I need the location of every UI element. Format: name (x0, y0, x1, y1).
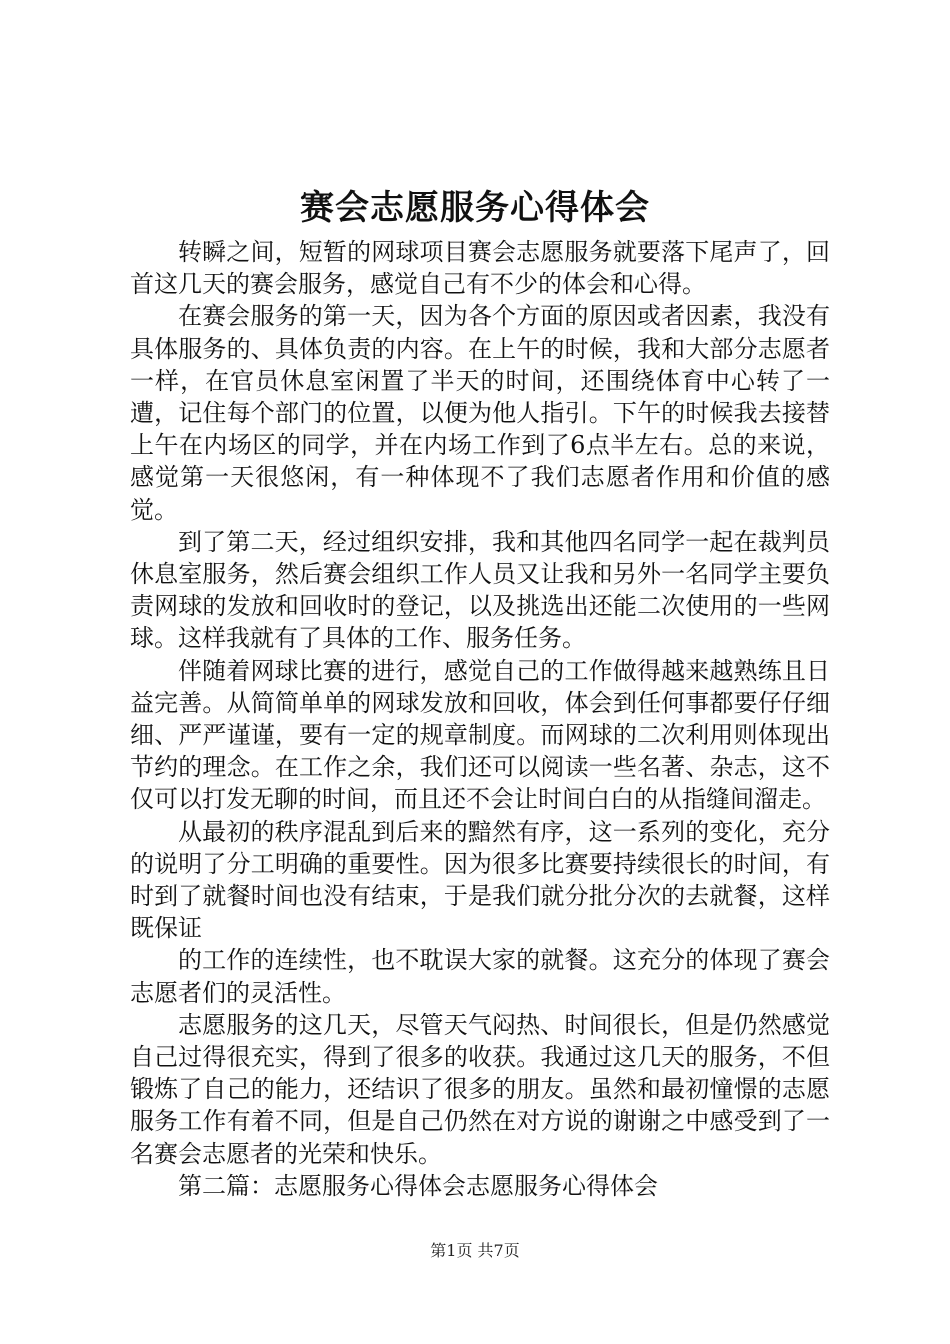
paragraph: 的工作的连续性，也不耽误大家的就餐。这充分的体现了赛会志愿者们的灵活性。 (130, 946, 830, 1007)
page-number-footer: 第1页 共7页 (430, 1241, 520, 1260)
document-body (130, 236, 830, 1202)
paragraph: 从最初的秩序混乱到后来的黯然有序，这一系列的变化，充分的说明了分工明确的重要性。因为很多比赛要持续很长的时间，有时到了就餐时间也没有结束，于是我们就分批分次的去就餐，这样既保证 (130, 817, 830, 943)
paragraph: 在赛会服务的第一天，因为各个方面的原因或者因素，我没有具体服务的、具体负责的内容。在上午的时候，我和大部分志愿者一样，在官员休息室闲置了半天的时间，还围绕体育中心转了一遭，记住每个部门的位置，以便为他人指引。下午的时候我去接替上午在内场区的同学，并在内场工作到了6点半左右。总的来说，感觉第一天很悠闲，有一种体现不了我们志愿者作用和价值的感觉。 (130, 302, 830, 524)
paragraph: 伴随着网球比赛的进行，感觉自己的工作做得越来越熟练且日益完善。从简简单单的网球发放和回收，体会到任何事都要仔仔细细、严严谨谨，要有一定的规章制度。而网球的二次利用则体现出节约的理念。在工作之余，我们还可以阅读一些名著、杂志，这不仅可以打发无聊的时间，而且还不会让时间白白的从指缝间溜走。 (130, 656, 830, 814)
paragraph: 转瞬之间，短暂的网球项目赛会志愿服务就要落下尾声了，回首这几天的赛会服务，感觉自己有不少的体会和心得。 (130, 238, 830, 299)
paragraph: 到了第二天，经过组织安排，我和其他四名同学一起在裁判员休息室服务，然后赛会组织工作人员又让我和另外一名同学主要负责网球的发放和回收时的登记，以及挑选出还能二次使用的一些网球。这样我就有了具体的工作、服务任务。 (130, 527, 830, 653)
paragraph: 志愿服务的这几天，尽管天气闷热、时间很长，但是仍然感觉自己过得很充实，得到了很多的收获。我通过这几天的服务，不但锻炼了自己的能力，还结识了很多的朋友。虽然和最初憧憬的志愿服务工作有着不同，但是自己仍然在对方说的谢谢之中感受到了一名赛会志愿者的光荣和快乐。 (130, 1010, 830, 1168)
paragraph: 第二篇：志愿服务心得体会志愿服务心得体会 (178, 1171, 658, 1200)
document-title: 赛会志愿服务心得体会 (300, 188, 650, 228)
